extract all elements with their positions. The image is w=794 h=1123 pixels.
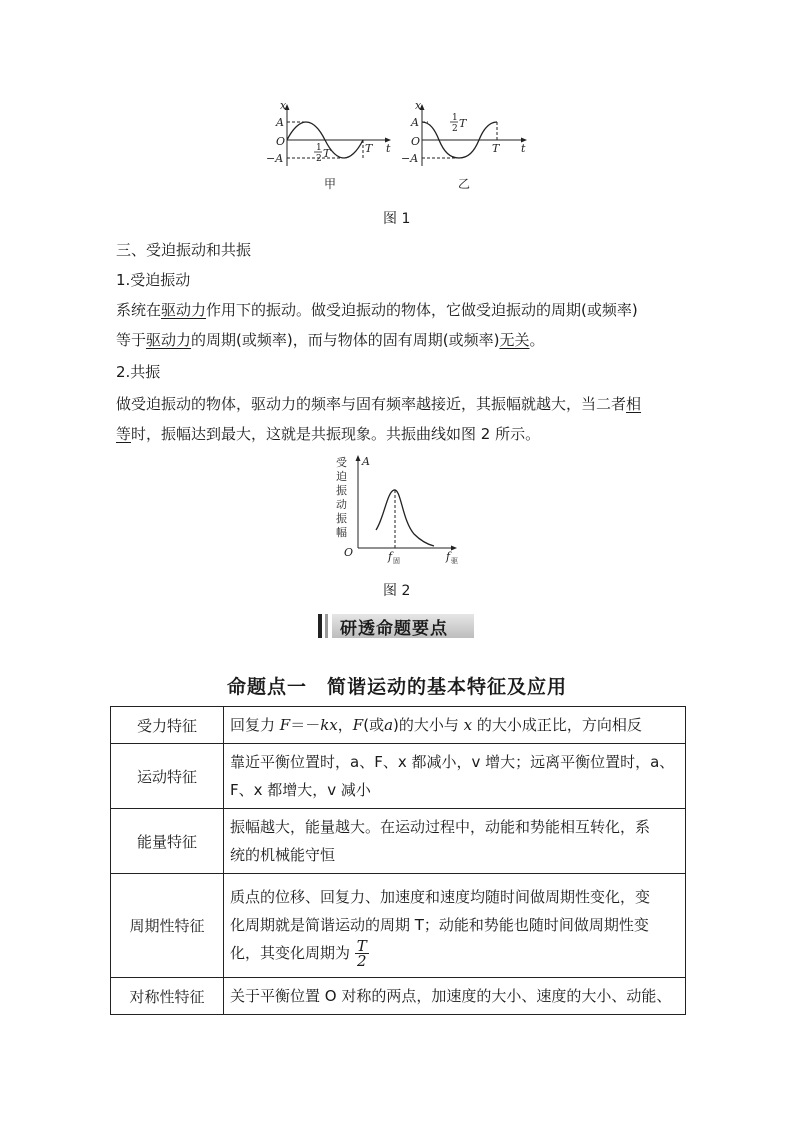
fig2-f-fixed-sub: 固	[393, 557, 400, 565]
row-key: 对称性特征	[111, 978, 224, 1015]
fraction-numerator: T	[356, 937, 367, 955]
jia-half-den: 2	[316, 154, 322, 164]
graph-yi	[420, 104, 528, 166]
symbol: a	[384, 716, 394, 734]
sub2-line2	[116, 424, 540, 444]
sub1-line1	[116, 300, 638, 320]
text: 。	[529, 331, 545, 349]
yi-half-num: 1	[452, 113, 458, 123]
row-key: 能量特征	[111, 809, 224, 874]
yi-axis-x: x	[415, 100, 422, 112]
ylabel-char: 迫	[336, 470, 347, 483]
jia-half-T: T	[323, 147, 331, 160]
jia-T: T	[365, 142, 373, 155]
section-banner	[318, 612, 474, 640]
ylabel-char: 振	[336, 512, 347, 525]
table-row	[111, 744, 686, 809]
text: 化，其变化周期为	[230, 944, 351, 962]
underlined-term: 驱动力	[161, 301, 207, 319]
row-line: 统的机械能守恒	[230, 846, 336, 864]
sub1-line2	[116, 330, 544, 350]
figure2-resonance-curve	[330, 452, 470, 570]
row-key: 运动特征	[111, 744, 224, 809]
text: )的大小与	[393, 716, 464, 734]
fig2-f-drive-sub: 驱	[451, 557, 458, 565]
text: 回复力	[230, 716, 280, 734]
section3-title: 三、受迫振动和共振	[116, 241, 252, 259]
jia-label-negA: −A	[266, 152, 284, 165]
table-row	[111, 707, 686, 744]
text: 系统在	[116, 301, 162, 319]
jia-axis-t: t	[386, 142, 391, 155]
fig2-O: O	[344, 546, 354, 559]
ylabel-char: 幅	[336, 526, 347, 539]
banner-bar	[318, 614, 322, 638]
row-line: 质点的位移、回复力、加速度和速度均随时间做周期性变化，变	[230, 888, 651, 906]
text: ，	[337, 716, 353, 734]
yi-caption: 乙	[458, 177, 471, 191]
figure2-caption: 图 2	[383, 583, 411, 599]
ylabel-char: 受	[336, 456, 347, 469]
sub2-line1	[116, 394, 641, 414]
yi-label-A: A	[411, 116, 419, 129]
table-row	[111, 809, 686, 874]
table-row	[111, 874, 686, 978]
symbol: F	[352, 716, 364, 734]
banner-bar	[325, 614, 328, 638]
row-value	[224, 809, 686, 874]
yi-half-den: 2	[452, 124, 458, 134]
table-row	[111, 978, 686, 1015]
yi-label-O: O	[411, 135, 421, 148]
fraction-denominator: 2	[357, 952, 367, 970]
underlined-term: 等	[116, 425, 132, 443]
underlined-term: 驱动力	[146, 331, 192, 349]
figure1-graphs	[262, 100, 542, 196]
row-key: 受力特征	[111, 707, 224, 744]
row-line: 振幅越大，能量越大。在运动过程中，动能和势能相互转化，系	[230, 818, 651, 836]
jia-axis-x: x	[280, 100, 287, 112]
symbol: kx	[320, 716, 338, 734]
row-line: 化周期就是简谐运动的周期 T；动能和势能也随时间做周期性变	[230, 916, 649, 934]
row-value	[224, 874, 686, 978]
jia-caption: 甲	[324, 177, 337, 191]
underlined-term: 无关	[499, 331, 530, 349]
row-value	[224, 707, 686, 744]
jia-label-A: A	[276, 116, 284, 129]
row-key: 周期性特征	[111, 874, 224, 978]
ylabel-char: 振	[336, 484, 347, 497]
fig2-f-drive: f	[446, 550, 451, 563]
sub2-title: 2.共振	[116, 363, 161, 381]
text: 时，振幅达到最大，这就是共振现象。共振曲线如图 2 所示。	[131, 425, 541, 443]
text: (或	[363, 716, 385, 734]
row-line: F、x 都增大，v 减小	[230, 781, 371, 799]
yi-label-negA: −A	[401, 152, 419, 165]
sub1-title: 1.受迫振动	[116, 271, 191, 289]
yi-half-T: T	[459, 117, 467, 130]
symbol: x	[463, 716, 473, 734]
text: 的周期(或频率)，而与物体的固有周期(或频率)	[191, 331, 500, 349]
jia-half-num: 1	[316, 143, 322, 153]
text: 等于	[116, 331, 147, 349]
symbol: F	[279, 716, 291, 734]
topic-title: 命题点一 简谐运动的基本特征及应用	[226, 676, 567, 698]
text: 的大小成正比，方向相反	[472, 716, 642, 734]
yi-T: T	[492, 142, 500, 155]
ylabel-char: 动	[336, 498, 347, 511]
fig2-A: A	[362, 455, 370, 468]
row-line	[230, 939, 679, 968]
row-line: 靠近平衡位置时，a、F、x 都减小，v 增大；远离平衡位置时，a、	[230, 753, 675, 771]
row-value: 关于平衡位置 O 对称的两点，加速度的大小、速度的大小、动能、	[224, 978, 686, 1015]
jia-label-O: O	[276, 135, 286, 148]
banner-title: 研透命题要点	[332, 614, 474, 638]
row-value	[224, 744, 686, 809]
feature-table	[110, 706, 686, 1015]
figure1-caption: 图 1	[383, 211, 411, 227]
underlined-term: 相	[626, 395, 642, 413]
text: 做受迫振动的物体，驱动力的频率与固有频率越接近，其振幅就越大，当二者	[116, 395, 627, 413]
text: 作用下的振动。做受迫振动的物体，它做受迫振动的周期(或频率)	[206, 301, 638, 319]
yi-axis-t: t	[521, 142, 526, 155]
fraction	[355, 939, 369, 968]
text: ＝－	[290, 716, 321, 734]
graph-jia	[285, 104, 392, 166]
fig2-f-fixed: f	[388, 550, 393, 563]
